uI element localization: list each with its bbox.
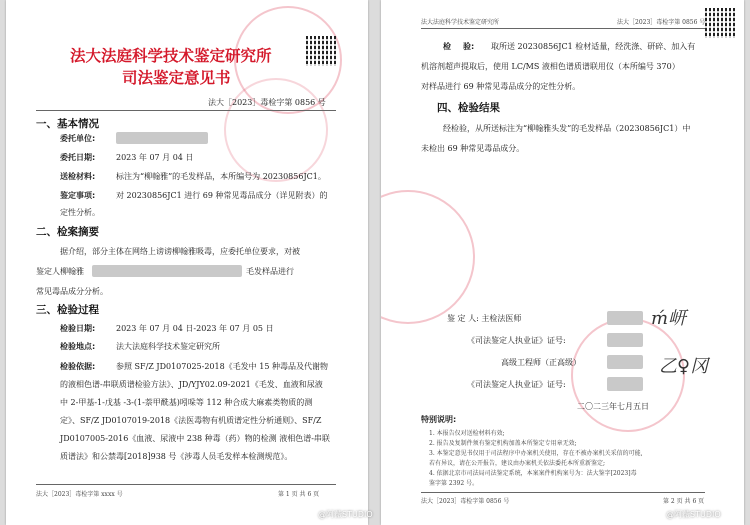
note-line: 若有异议，请在公开报告，建议由办案机关依法委托本所重新鉴定; [429, 460, 606, 467]
field-label: 检 [443, 42, 451, 51]
page-number: 第 1 页 共 6 页 [278, 491, 320, 498]
summary-text: 鉴定人柳翰雅 [36, 267, 84, 276]
field-label: 检验日期: [60, 324, 96, 333]
note-line: 3. 本鉴定意见书仅用于司法程序中办案机关使用，存在不被办案机关采信的可能, [429, 450, 643, 457]
field-label: 鉴定事项: [60, 191, 96, 200]
basis-line: 质谱法》和公禁毒[2018]938 号《涉毒人员毛发样本检测规范》。 [60, 452, 293, 461]
signature: 乙♀冈 [659, 356, 709, 377]
watermark: @阿薇STUDIO [318, 510, 373, 519]
section-heading: 一、基本情况 [36, 118, 99, 130]
field-value: 法大法庭科学技术鉴定研究所 [116, 342, 220, 351]
section-heading: 二、检案摘要 [36, 226, 99, 238]
field-value: 2023 年 07 月 04 日 [116, 153, 194, 162]
field-label: 送检材料: [60, 172, 96, 181]
section-heading: 四、检验结果 [437, 102, 500, 114]
summary-text: 据介绍，部分主体在网络上谤谤柳翰雅吸毒，应委托单位要求，对被 [60, 247, 300, 256]
field-value: 2023 年 07 月 04 日-2023 年 07 月 05 日 [116, 324, 274, 333]
notes-heading: 特别说明: [421, 415, 457, 424]
redacted-block [607, 355, 643, 369]
footer-number: 法大［2023］毒检字第 xxxx 号 [36, 491, 123, 498]
basis-line: 中 2-甲基-1-戊基 -3-(1-萘甲酰基)吲哚等 112 种合成大麻素类物质的测 [60, 398, 313, 407]
redacted-block [607, 377, 643, 391]
exam-line: 对样品进行 69 种常见毒品成分的定性分析。 [421, 82, 581, 91]
redacted-block [607, 333, 643, 347]
note-line: 1. 本报告仅对送检材料有效; [429, 430, 505, 437]
exam-line: 机溶剂超声提取后，使用 LC/MS 液相色谱质谱联用仪（本所编号 370） [421, 62, 680, 71]
section-heading: 三、检验过程 [36, 304, 99, 316]
report-date: 二〇二三年七月五日 [577, 402, 649, 411]
basis-line: 参照 SF/Z JD0107025-2018《毛发中 15 种毒品及代谢物 [116, 362, 328, 371]
redacted-block [607, 311, 643, 325]
field-value: 标注为“柳翰雅”的毛发样品，本所编号为 20230856JC1。 [116, 172, 326, 181]
basis-line: 定》、SF/Z JD0107019-2018《法医毒物有机质谱定性分析通则》、SF/Z [60, 416, 322, 425]
header-number: 法大［2023］毒检字第 0856 号 [617, 19, 706, 26]
field-label: 检验依据: [60, 362, 96, 371]
result-line: 经检验，从所送标注为“柳翰雅头发”的毛发样品（20230856JC1）中 [443, 124, 691, 133]
field-value: 定性分析。 [60, 208, 100, 217]
org-title: 法大法庭科学技术鉴定研究所 [70, 46, 272, 65]
basis-line: 的液相色谱-串联质谱检验方法》、JD/YJY02.09-2021《毛发、血液和尿液 [60, 380, 323, 389]
summary-text: 常见毒品成分分析。 [36, 287, 108, 296]
cert-label: 《司法鉴定人执业证》证号: [467, 380, 566, 389]
doc-number: 法大［2023］毒检字第 0856 号 [208, 98, 326, 107]
footer-number: 法大［2023］毒检字第 0856 号 [421, 498, 510, 505]
result-line: 未检出 69 种常见毒品成分。 [421, 144, 525, 153]
note-line: 2. 报告及复制件须有鉴定机构加盖本所鉴定专用章无效; [429, 440, 577, 447]
official-seal [381, 190, 475, 324]
signature: ḿ岍 [651, 308, 687, 329]
page-number: 第 2 页 共 6 页 [663, 498, 705, 505]
note-line: 4. 依据北京市司法局司法鉴定系统，本案案件机构案号为：法大鉴字[2023]毒 [429, 470, 637, 477]
summary-text: 毛发样品进行 [246, 267, 294, 276]
redacted-block [92, 265, 242, 277]
note-line: 鉴字第 2392 号。 [429, 480, 479, 487]
report-page-1 [6, 0, 368, 525]
field-label: 验: [463, 42, 475, 51]
basis-line: JD0107005-2016《血液、尿液中 238 种毒（药）物的检测 液相色谱-串联 [60, 434, 330, 443]
qr-code [306, 36, 336, 66]
field-label: 委托单位: [60, 134, 96, 143]
doc-title: 司法鉴定意见书 [122, 68, 231, 87]
header-org: 法大法庭科学技术鉴定研究所 [421, 19, 500, 26]
official-seal [224, 78, 328, 182]
exam-line: 取所送 20230856JC1 检材适量，经洗涤、研碎、加入有 [491, 42, 696, 51]
field-label: 委托日期: [60, 153, 96, 162]
watermark: @阿薇STUDIO [666, 510, 721, 519]
appraiser-title: 鉴 定 人: 主检法医师 [447, 314, 522, 323]
report-page-2 [381, 0, 744, 525]
qr-code [705, 8, 735, 38]
redacted-block [116, 132, 208, 144]
appraiser-title: 高级工程师（正高级） [501, 358, 581, 367]
field-value: 对 20230856JC1 进行 69 种常见毒品成分（详见附表）的 [116, 191, 328, 200]
cert-label: 《司法鉴定人执业证》证号: [467, 336, 566, 345]
field-label: 检验地点: [60, 342, 96, 351]
